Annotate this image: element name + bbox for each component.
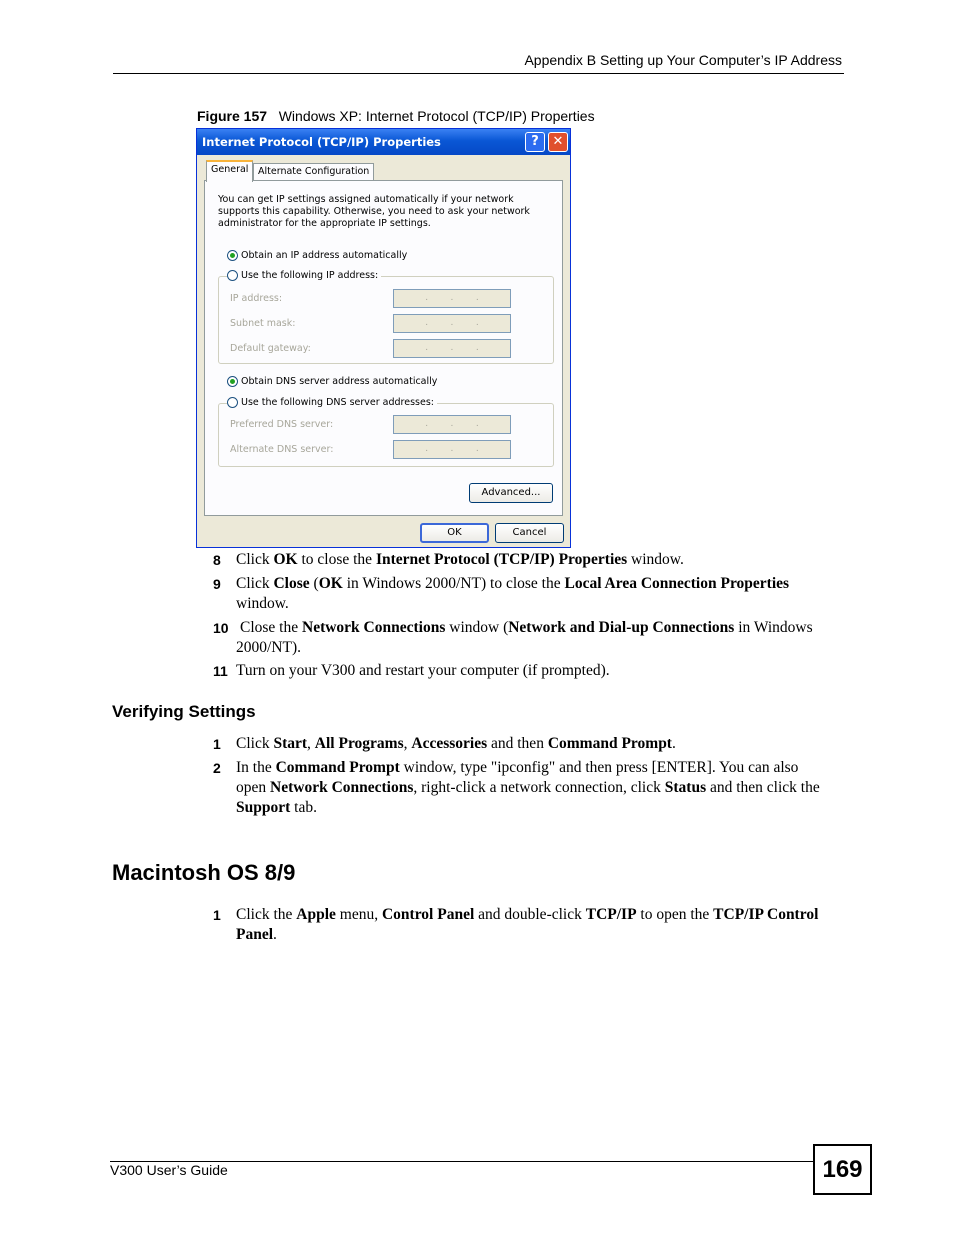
radio-use-following-ip[interactable]: [227, 270, 381, 281]
octet-dot: .: [450, 293, 454, 303]
general-tab-panel: [204, 180, 563, 516]
text-run: and double-click: [474, 906, 586, 923]
step-text: [236, 905, 832, 945]
octet-dot: .: [475, 293, 479, 303]
radio-label: Use the following DNS server addresses:: [241, 397, 434, 408]
preferred-dns-label: Preferred DNS server:: [230, 419, 334, 430]
octet-dot: .: [475, 318, 479, 328]
verifying-settings-heading: Verifying Settings: [112, 702, 256, 721]
ui-term: Command Prompt: [275, 759, 400, 776]
subnet-mask-label: Subnet mask:: [230, 318, 296, 329]
text-run: tab.: [290, 799, 317, 816]
radio-label: Obtain DNS server address automatically: [241, 376, 438, 387]
default-gateway-input[interactable]: [393, 339, 511, 358]
step-text: [236, 574, 796, 614]
macintosh-heading: Macintosh OS 8/9: [112, 860, 296, 885]
text-run: In the: [236, 759, 276, 776]
step-text: [236, 758, 832, 818]
octet-dot: .: [425, 419, 429, 429]
ui-term: Control Panel: [381, 906, 475, 923]
step-text: Turn on your V300 and restart your computer (if prompted).: [236, 662, 610, 679]
ui-term: Command Prompt: [547, 735, 672, 752]
ui-term: Network Connections: [302, 619, 446, 636]
text-run: Close the: [240, 619, 302, 636]
ui-term: TCP/IP Control Panel: [236, 906, 819, 943]
preferred-dns-input[interactable]: [393, 415, 511, 434]
ui-term: Network and Dial-up Connections: [508, 619, 735, 636]
octet-dot: .: [450, 419, 454, 429]
step-number: 1: [213, 907, 221, 923]
tab-general[interactable]: General: [206, 160, 253, 182]
octet-dot: .: [425, 318, 429, 328]
text-run: window.: [627, 551, 684, 568]
ip-address-label: IP address:: [230, 293, 283, 304]
ui-term: TCP/IP: [585, 906, 637, 923]
step-number: 2: [213, 760, 221, 776]
ui-term: Status: [664, 779, 707, 796]
tab-alternate-configuration[interactable]: Alternate Configuration: [253, 163, 374, 181]
advanced-button[interactable]: Advanced...: [469, 483, 553, 503]
ui-term: OK: [273, 551, 298, 568]
radio-label: Use the following IP address:: [241, 270, 379, 281]
alternate-dns-input[interactable]: [393, 440, 511, 459]
ui-term: Close: [273, 575, 310, 592]
ui-term: All Programs: [314, 735, 404, 752]
default-gateway-label: Default gateway:: [230, 343, 311, 354]
figure-number: Figure 157: [197, 108, 268, 124]
ui-term: Local Area Connection Properties: [564, 575, 790, 592]
octet-dot: .: [475, 343, 479, 353]
text-run: Click the: [236, 906, 297, 923]
header-rule: [113, 73, 844, 74]
ui-term: Apple: [296, 906, 336, 923]
step-text: [236, 618, 816, 658]
octet-dot: .: [425, 293, 429, 303]
ui-term: Accessories: [411, 735, 488, 752]
step-number: 8: [213, 552, 221, 568]
text-run: and then click the: [706, 779, 820, 796]
step-number: 9: [213, 576, 221, 592]
step-text: [236, 550, 836, 570]
intro-text: You can get IP settings assigned automatically if your network supports this capability. Otherwise, you need to ask your network administrator for the appropriate IP settings.: [218, 194, 530, 229]
ui-term: Start: [273, 735, 308, 752]
text-run: to open the: [636, 906, 714, 923]
octet-dot: .: [450, 343, 454, 353]
text-run: ,: [307, 735, 315, 752]
text-run: .: [273, 926, 277, 943]
ui-term: Internet Protocol (TCP/IP) Properties: [375, 551, 628, 568]
text-run: Click: [236, 735, 274, 752]
text-run: window.: [236, 595, 289, 612]
ui-term: OK: [318, 575, 343, 592]
dialog-title: Internet Protocol (TCP/IP) Properties: [202, 135, 441, 149]
text-run: (: [309, 575, 319, 592]
subnet-mask-input[interactable]: [393, 314, 511, 333]
text-run: ,: [403, 735, 412, 752]
text-run: and then: [487, 735, 548, 752]
radio-selected-icon: [227, 250, 238, 261]
text-run: in Windows 2000/NT) to close the: [342, 575, 565, 592]
text-run: window (: [445, 619, 509, 636]
text-run: in Windows 2000/NT).: [236, 619, 813, 656]
octet-dot: .: [425, 343, 429, 353]
text-run: Click: [236, 575, 274, 592]
step-text: [236, 734, 836, 754]
radio-obtain-ip-auto[interactable]: [227, 250, 410, 261]
step-number: 11: [213, 663, 228, 679]
octet-dot: .: [450, 318, 454, 328]
radio-unselected-icon: [227, 397, 238, 408]
ui-term: Network Connections: [270, 779, 414, 796]
figure-title: Windows XP: Internet Protocol (TCP/IP) Properties: [278, 108, 595, 124]
help-icon[interactable]: ?: [525, 132, 545, 152]
radio-use-following-dns[interactable]: [227, 397, 437, 408]
dialog-titlebar[interactable]: [197, 129, 570, 155]
octet-dot: .: [425, 444, 429, 454]
radio-unselected-icon: [227, 270, 238, 281]
cancel-button[interactable]: Cancel: [495, 523, 564, 543]
figure-caption: [197, 108, 595, 124]
tcpip-properties-dialog: [196, 128, 571, 548]
text-run: window, type "ipconfig" and then press [ENTER]. You can also open: [236, 759, 799, 796]
ip-address-input[interactable]: [393, 289, 511, 308]
octet-dot: .: [475, 419, 479, 429]
text-run: Click: [236, 551, 274, 568]
radio-label: Obtain an IP address automatically: [241, 250, 408, 261]
text-run: , right-click a network connection, click: [413, 779, 665, 796]
ui-term: Support: [236, 799, 291, 816]
octet-dot: .: [475, 444, 479, 454]
footer-guide-title: V300 User’s Guide: [110, 1162, 228, 1178]
octet-dot: .: [450, 444, 454, 454]
radio-selected-icon: [227, 376, 238, 387]
text-run: menu,: [335, 906, 382, 923]
radio-obtain-dns-auto[interactable]: [227, 376, 440, 387]
ok-button[interactable]: OK: [420, 523, 489, 543]
step-number: 1: [213, 736, 221, 752]
page-number: 169: [813, 1144, 872, 1195]
step-number: 10: [213, 620, 229, 636]
text-run: to close the: [297, 551, 376, 568]
close-icon[interactable]: ✕: [548, 132, 568, 152]
alternate-dns-label: Alternate DNS server:: [230, 444, 334, 455]
running-header: Appendix B Setting up Your Computer’s IP Address: [524, 52, 842, 68]
text-run: .: [671, 735, 676, 752]
